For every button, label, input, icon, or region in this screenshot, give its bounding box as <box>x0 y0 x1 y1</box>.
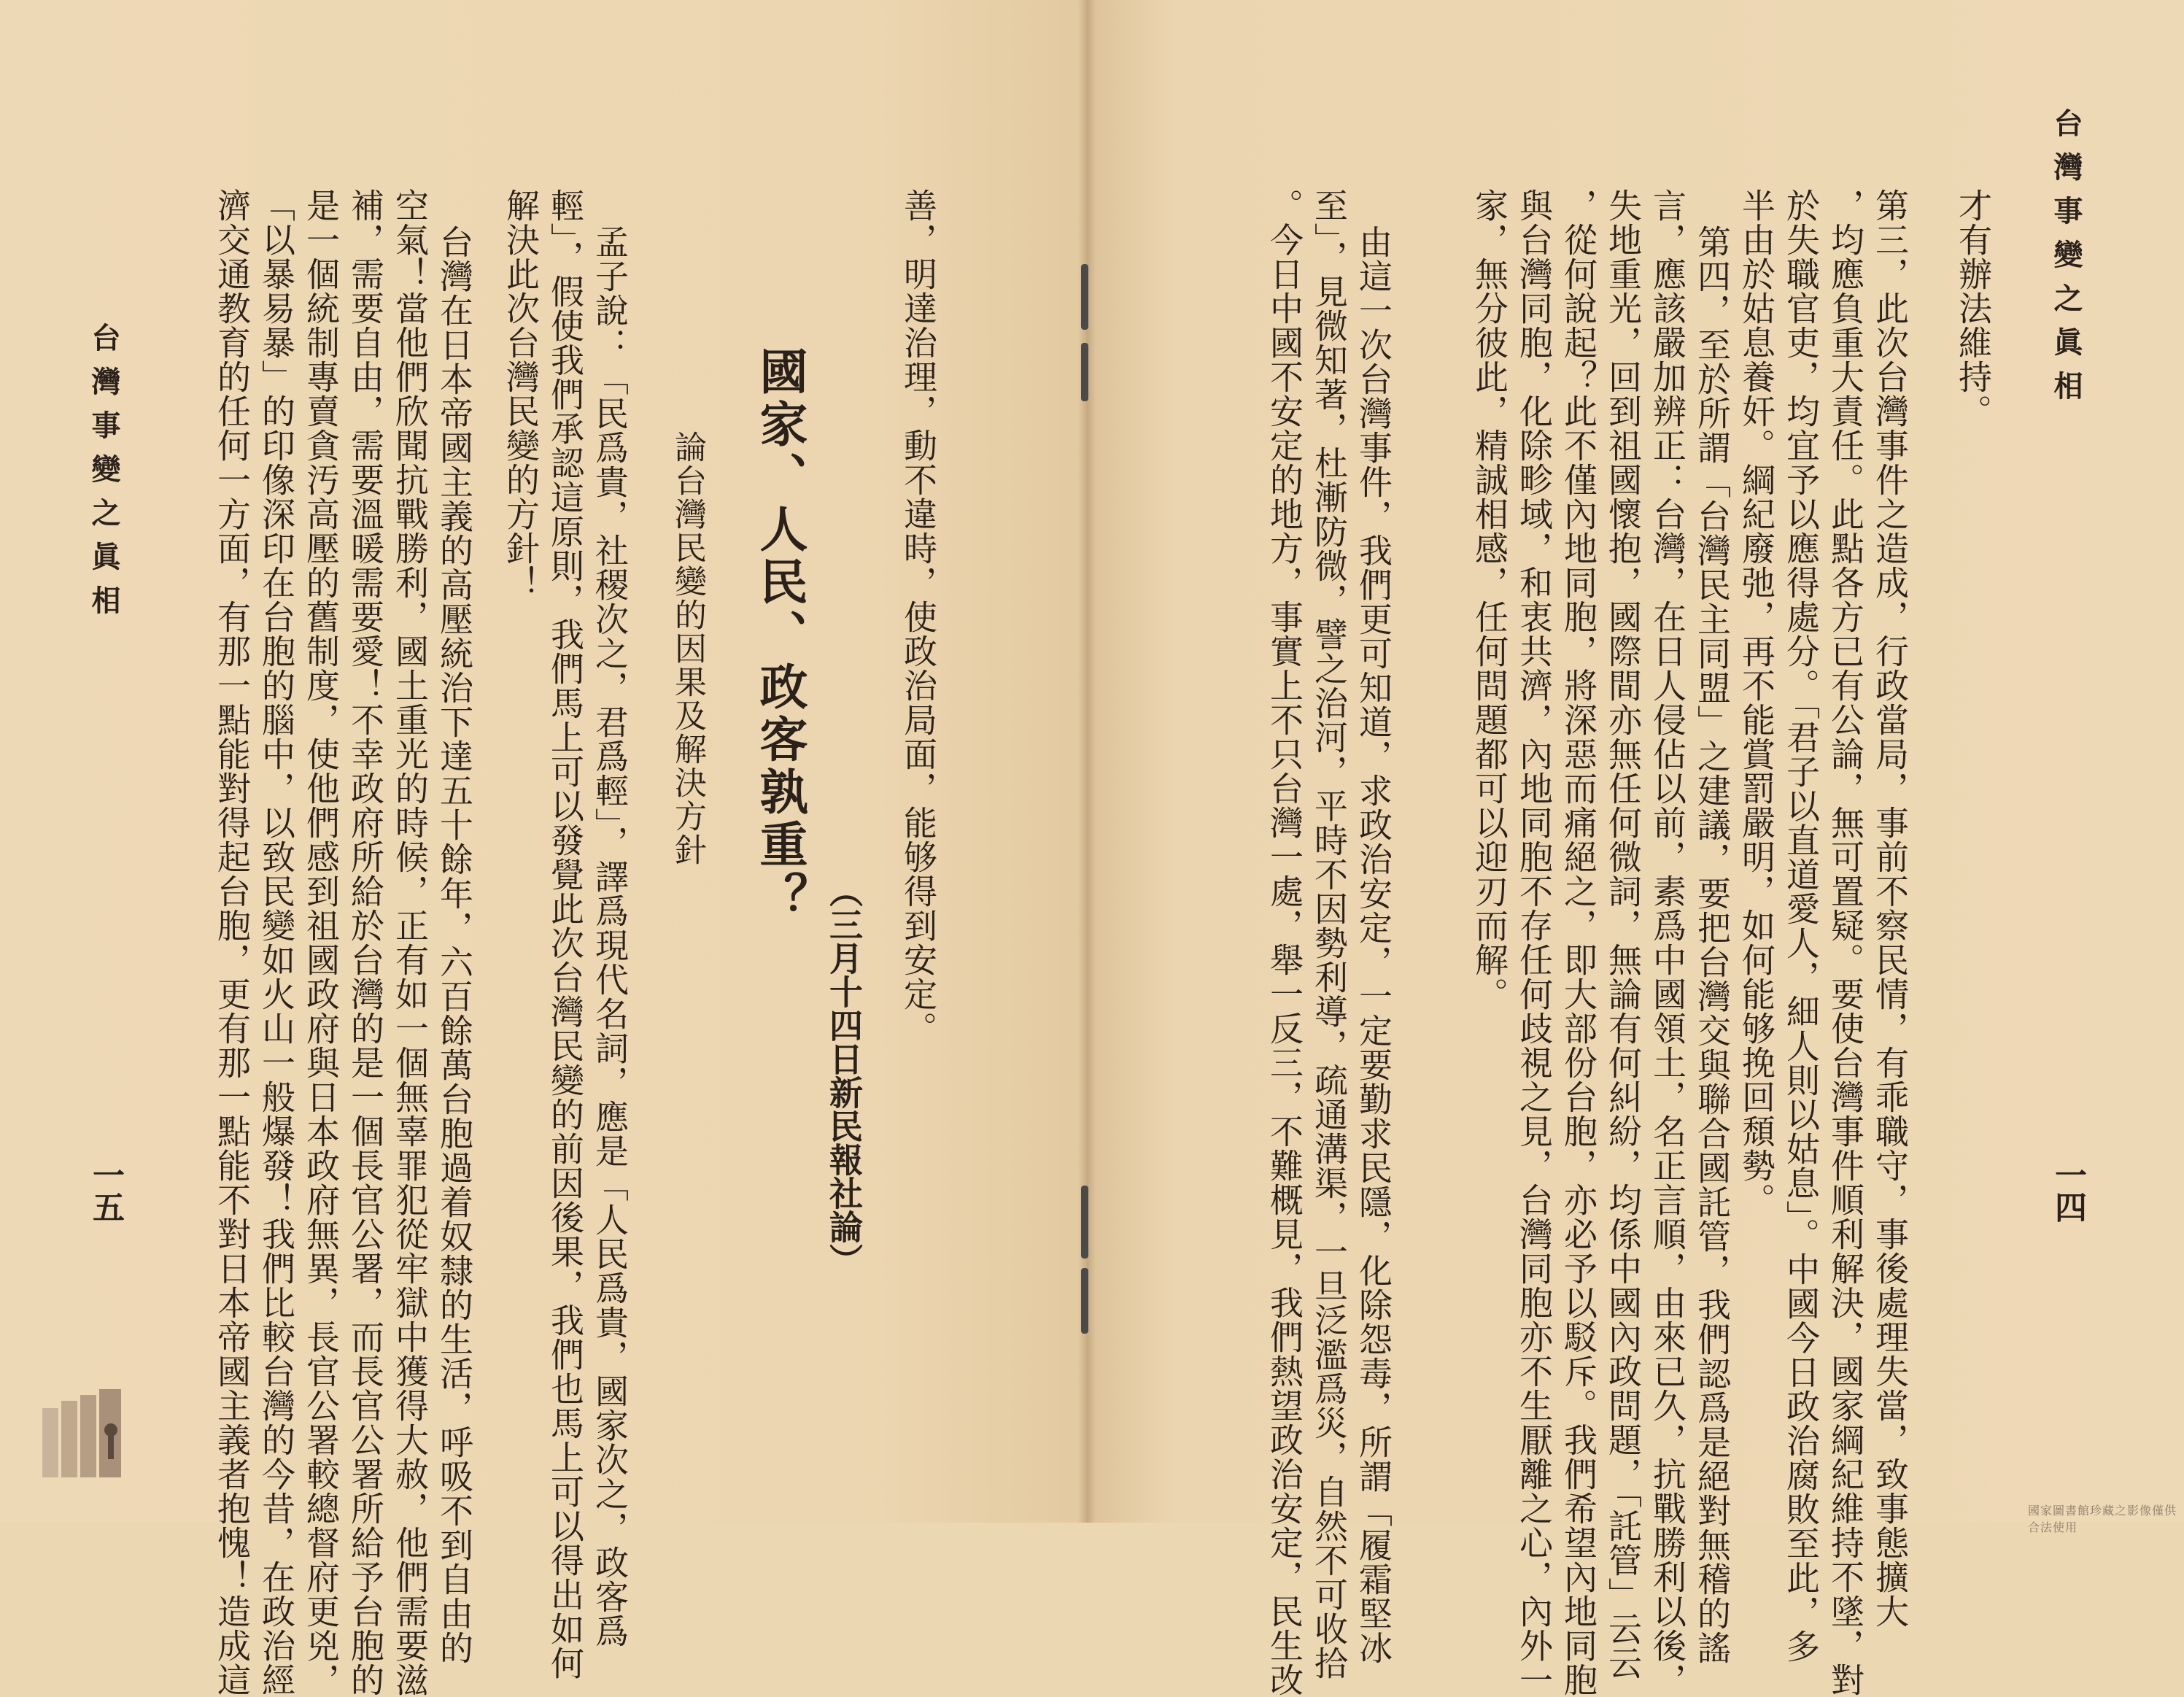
source-note: （三月十四日新民報社論） <box>824 874 864 1277</box>
right-text-column-2: 第三，此次台灣事件之造成，行政當局，事前不察民情，有乖職守，事後處理失當，致事態擴大 <box>1870 188 1910 1628</box>
left-text-column-1: 孟子說：「民爲貴，社稷次之，君爲輕」，譯爲現代名詞，應是「人民爲貴，國家次之，政客爲 <box>590 225 630 1648</box>
left-text-column-2: 輕」，假使我們承認這原則，我們馬上可以發覺此次台灣民變的前因後果，我們也馬上可以得出如何 <box>546 188 585 1680</box>
right-text-column-12: 由這一次台灣事件，我們更可知道，求政治安定，一定要勤求民隱，化除怨毒，所謂「履霜堅冰 <box>1354 225 1393 1665</box>
right-page-number: 一四 <box>2049 1159 2086 1223</box>
binding-stitch <box>1081 343 1088 401</box>
right-text-column-1: 才有辦法維持。 <box>1953 188 1993 428</box>
right-text-column-7: 言，應該嚴加辨正：台灣，在日人侵佔以前，素爲中國領土，名正言順，由來已久，抗戰勝利以後， <box>1648 188 1687 1697</box>
article-subtitle: 論台灣民變的因果及解決方針 <box>669 430 706 867</box>
left-page-number: 一五 <box>87 1159 124 1223</box>
right-text-column-8: 失地重光，回到祖國懷抱，國際間亦無任何微詞，無論有何糾紛，均係中國內政問題，「託管」云云 <box>1603 188 1643 1680</box>
right-text-column-4: 於失職官吏，均宜予以應得處分。「君子以直道愛人，細人則以姑息」。中國今日政治腐敗至此，多 <box>1781 188 1821 1663</box>
right-text-column-11: 家，無分彼此，精誠相感，任何問題都可以迎刃而解。 <box>1470 188 1509 1011</box>
right-text-column-9: ，從何說起？此不僅內地同胞，將深惡而痛絕之，即大部份台胞，亦必予以駁斥。我們希望內地同胞 <box>1559 188 1598 1697</box>
left-text-column-4: 台灣在日本帝國主義的高壓統治下達五十餘年，六百餘萬台胞過着奴隸的生活，呼吸不到自由的 <box>435 225 474 1665</box>
left-text-column-8: 「以暴易暴」的印像深印在台胞的腦中，以致民變如火山一般爆發！我們比較台灣的今昔，在政治經 <box>257 188 296 1697</box>
left-text-column-9: 濟交通教育的任何一方面，有那一點能對得起台胞，更有那一點能不對日本帝國主義者抱愧！造成這 <box>212 188 252 1697</box>
binding-stitch <box>1081 1186 1088 1259</box>
right-running-head: 台灣事變之眞相 <box>2049 108 2083 414</box>
library-logo-icon <box>35 1386 144 1485</box>
left-text-column-7: 是一個統制專賣貪汚高壓的舊制度，使他們感到祖國政府與日本政府無異，長官公署較總督府更兇， <box>301 188 341 1697</box>
right-text-column-14: 。今日中國不安定的地方，事實上不只台灣一處，舉一反三，不難概見，我們熱望政治安定，民生改 <box>1265 188 1304 1697</box>
binding-stitch <box>1081 1268 1088 1334</box>
right-text-column-3: ，均應負重大責任。此點各方已有公論，無可置疑。要使台灣事件順利解決，國家綱紀維持不墜，對 <box>1826 188 1865 1697</box>
left-text-column-3: 解決此次台灣民變的方針！ <box>501 188 541 600</box>
right-text-column-6: 第四，至於所謂「台灣民主同盟」之建議，要把台灣交與聯合國託管，我們認爲是絕對無稽的謠 <box>1692 225 1732 1665</box>
left-text-column-6: 補，需要自由，需要溫暖需要愛！不幸政府所給於台灣的是一個長官公署，而長官公署所給予台胞的 <box>346 188 385 1697</box>
article-title: 國家、人民、政客孰重？ <box>751 347 808 924</box>
left-running-head: 台灣事變之眞相 <box>87 322 121 629</box>
right-text-column-10: 與台灣同胞，化除畛域，和衷共濟，內地同胞不存任何歧視之見，台灣同胞亦不生厭離之心，內外一 <box>1514 188 1554 1697</box>
binding-stitch <box>1081 264 1088 330</box>
right-text-column-13: 至」，見微知著，杜漸防微，譬之治河，平時不因勢利導，疏通溝渠，一旦泛濫爲災，自然不可收拾 <box>1309 188 1349 1680</box>
left-continuation-text: 善，明達治理，動不違時，使政治局面，能够得到安定。 <box>899 188 938 1045</box>
right-text-column-5: 半由於姑息養奸。綱紀廢弛，再不能賞罰嚴明，如何能够挽回頹勢。 <box>1737 188 1776 1217</box>
left-text-column-5: 空氣！當他們欣聞抗戰勝利，國土重光的時候，正有如一個無辜罪犯從牢獄中獲得大赦，他們需要滋 <box>390 188 430 1697</box>
library-watermark: 國家圖書館珍藏之影像僅供合法使用 <box>2028 1504 2177 1534</box>
